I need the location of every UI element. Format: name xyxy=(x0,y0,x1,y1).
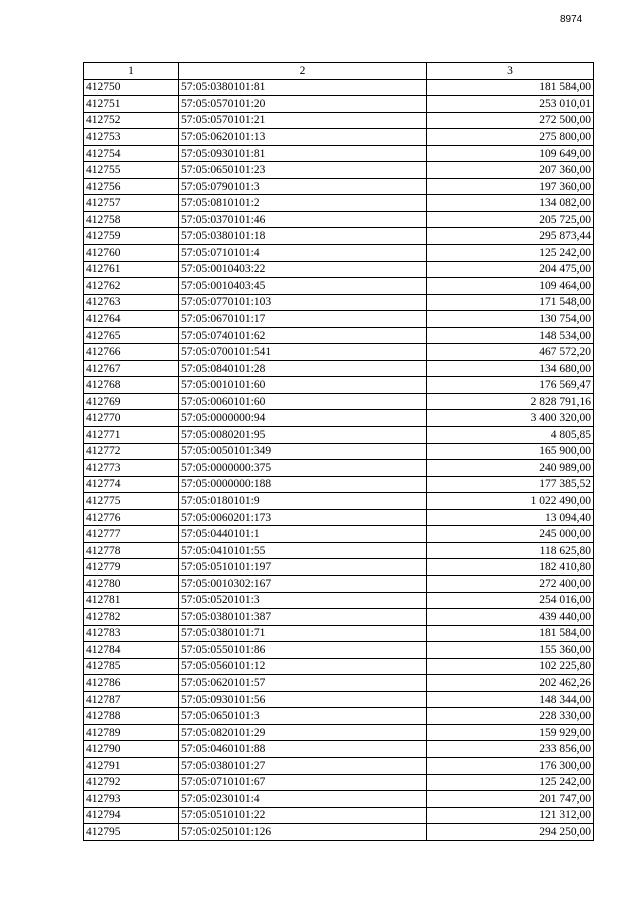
row-number: 412753 xyxy=(84,129,179,146)
cadastral-value: 275 800,00 xyxy=(427,129,594,146)
row-number: 412761 xyxy=(84,261,179,278)
table-row xyxy=(84,509,594,526)
table-row xyxy=(84,79,594,96)
table-row xyxy=(84,443,594,460)
cadastral-value: 254 016,00 xyxy=(427,592,594,609)
cadastral-value: 109 649,00 xyxy=(427,145,594,162)
cadastral-number: 57:05:0060201:173 xyxy=(179,509,427,526)
table-row xyxy=(84,708,594,725)
cadastral-number: 57:05:0790101:3 xyxy=(179,178,427,195)
table-body xyxy=(84,79,594,840)
table-row xyxy=(84,377,594,394)
table-row xyxy=(84,642,594,659)
table-row xyxy=(84,625,594,642)
cadastral-number: 57:05:0650101:3 xyxy=(179,708,427,725)
table-row xyxy=(84,476,594,493)
cadastral-number: 57:05:0820101:29 xyxy=(179,724,427,741)
cadastral-number: 57:05:0700101:541 xyxy=(179,344,427,361)
row-number: 412769 xyxy=(84,393,179,410)
cadastral-value: 176 569,47 xyxy=(427,377,594,394)
row-number: 412772 xyxy=(84,443,179,460)
cadastral-number: 57:05:0560101:12 xyxy=(179,658,427,675)
cadastral-value: 148 344,00 xyxy=(427,691,594,708)
table-row xyxy=(84,542,594,559)
row-number: 412789 xyxy=(84,724,179,741)
cadastral-number: 57:05:0840101:28 xyxy=(179,360,427,377)
table-row xyxy=(84,327,594,344)
table-row xyxy=(84,145,594,162)
table-row xyxy=(84,493,594,510)
table-row xyxy=(84,178,594,195)
cadastral-value: 253 010,01 xyxy=(427,96,594,113)
row-number: 412778 xyxy=(84,542,179,559)
row-number: 412752 xyxy=(84,112,179,129)
column-header-3: 3 xyxy=(427,63,594,80)
cadastral-value: 272 400,00 xyxy=(427,575,594,592)
table-row xyxy=(84,791,594,808)
row-number: 412762 xyxy=(84,278,179,295)
table-row xyxy=(84,261,594,278)
table-header-row xyxy=(84,63,594,80)
cadastral-number: 57:05:0380101:18 xyxy=(179,228,427,245)
table-row xyxy=(84,757,594,774)
cadastral-number: 57:05:0010302:167 xyxy=(179,575,427,592)
cadastral-value: 125 242,00 xyxy=(427,774,594,791)
cadastral-value: 467 572,20 xyxy=(427,344,594,361)
cadastral-value: 201 747,00 xyxy=(427,791,594,808)
table-row xyxy=(84,344,594,361)
row-number: 412768 xyxy=(84,377,179,394)
cadastral-number: 57:05:0460101:88 xyxy=(179,741,427,758)
cadastral-value: 13 094,40 xyxy=(427,509,594,526)
cadastral-number: 57:05:0930101:56 xyxy=(179,691,427,708)
row-number: 412790 xyxy=(84,741,179,758)
cadastral-number: 57:05:0010101:60 xyxy=(179,377,427,394)
row-number: 412760 xyxy=(84,245,179,262)
cadastral-value: 159 929,00 xyxy=(427,724,594,741)
cadastral-value: 102 225,80 xyxy=(427,658,594,675)
row-number: 412758 xyxy=(84,211,179,228)
cadastral-value: 148 534,00 xyxy=(427,327,594,344)
table-row xyxy=(84,575,594,592)
cadastral-number: 57:05:0570101:21 xyxy=(179,112,427,129)
cadastral-value: 202 462,26 xyxy=(427,675,594,692)
cadastral-value: 272 500,00 xyxy=(427,112,594,129)
cadastral-number: 57:05:0620101:57 xyxy=(179,675,427,692)
row-number: 412782 xyxy=(84,609,179,626)
cadastral-value: 165 900,00 xyxy=(427,443,594,460)
cadastral-number: 57:05:0510101:197 xyxy=(179,559,427,576)
table-row xyxy=(84,278,594,295)
cadastral-value: 121 312,00 xyxy=(427,807,594,824)
row-number: 412774 xyxy=(84,476,179,493)
cadastral-value: 4 805,85 xyxy=(427,427,594,444)
row-number: 412775 xyxy=(84,493,179,510)
cadastral-number: 57:05:0930101:81 xyxy=(179,145,427,162)
cadastral-number: 57:05:0520101:3 xyxy=(179,592,427,609)
cadastral-number: 57:05:0710101:67 xyxy=(179,774,427,791)
cadastral-number: 57:05:0740101:62 xyxy=(179,327,427,344)
row-number: 412770 xyxy=(84,410,179,427)
cadastral-value: 130 754,00 xyxy=(427,311,594,328)
table-row xyxy=(84,311,594,328)
row-number: 412792 xyxy=(84,774,179,791)
row-number: 412767 xyxy=(84,360,179,377)
cadastral-value: 181 584,00 xyxy=(427,625,594,642)
cadastral-number: 57:05:0620101:13 xyxy=(179,129,427,146)
cadastral-value: 3 400 320,00 xyxy=(427,410,594,427)
row-number: 412776 xyxy=(84,509,179,526)
row-number: 412781 xyxy=(84,592,179,609)
cadastral-value: 295 873,44 xyxy=(427,228,594,245)
row-number: 412788 xyxy=(84,708,179,725)
row-number: 412754 xyxy=(84,145,179,162)
row-number: 412764 xyxy=(84,311,179,328)
cadastral-value: 1 022 490,00 xyxy=(427,493,594,510)
row-number: 412771 xyxy=(84,427,179,444)
row-number: 412757 xyxy=(84,195,179,212)
cadastral-number: 57:05:0710101:4 xyxy=(179,245,427,262)
cadastral-number: 57:05:0650101:23 xyxy=(179,162,427,179)
table-row xyxy=(84,460,594,477)
cadastral-number: 57:05:0770101:103 xyxy=(179,294,427,311)
cadastral-number: 57:05:0010403:22 xyxy=(179,261,427,278)
row-number: 412784 xyxy=(84,642,179,659)
cadastral-value: 134 082,00 xyxy=(427,195,594,212)
row-number: 412750 xyxy=(84,79,179,96)
row-number: 412795 xyxy=(84,824,179,841)
table-row xyxy=(84,294,594,311)
row-number: 412751 xyxy=(84,96,179,113)
table-row xyxy=(84,658,594,675)
cadastral-number: 57:05:0050101:349 xyxy=(179,443,427,460)
cadastral-number: 57:05:0510101:22 xyxy=(179,807,427,824)
table-row xyxy=(84,129,594,146)
row-number: 412756 xyxy=(84,178,179,195)
column-header-1: 1 xyxy=(84,63,179,80)
row-number: 412787 xyxy=(84,691,179,708)
cadastral-value: 245 000,00 xyxy=(427,526,594,543)
cadastral-number: 57:05:0060101:60 xyxy=(179,393,427,410)
cadastral-value: 294 250,00 xyxy=(427,824,594,841)
row-number: 412780 xyxy=(84,575,179,592)
table-row xyxy=(84,96,594,113)
table-row xyxy=(84,427,594,444)
table-row xyxy=(84,245,594,262)
row-number: 412791 xyxy=(84,757,179,774)
row-number: 412763 xyxy=(84,294,179,311)
cadastral-value: 205 725,00 xyxy=(427,211,594,228)
row-number: 412779 xyxy=(84,559,179,576)
cadastral-value: 240 989,00 xyxy=(427,460,594,477)
cadastral-value: 181 584,00 xyxy=(427,79,594,96)
cadastral-number: 57:05:0000000:94 xyxy=(179,410,427,427)
cadastral-value: 118 625,80 xyxy=(427,542,594,559)
table-row xyxy=(84,774,594,791)
table-row xyxy=(84,559,594,576)
row-number: 412785 xyxy=(84,658,179,675)
table-row xyxy=(84,741,594,758)
cadastral-number: 57:05:0080201:95 xyxy=(179,427,427,444)
cadastral-value: 182 410,80 xyxy=(427,559,594,576)
cadastral-value: 171 548,00 xyxy=(427,294,594,311)
table-row xyxy=(84,410,594,427)
page-number: 8974 xyxy=(560,14,583,25)
cadastral-value: 439 440,00 xyxy=(427,609,594,626)
cadastral-value-table xyxy=(83,62,594,841)
cadastral-number: 57:05:0410101:55 xyxy=(179,542,427,559)
table-row xyxy=(84,592,594,609)
cadastral-number: 57:05:0010403:45 xyxy=(179,278,427,295)
cadastral-number: 57:05:0550101:86 xyxy=(179,642,427,659)
row-number: 412777 xyxy=(84,526,179,543)
cadastral-value: 125 242,00 xyxy=(427,245,594,262)
table-row xyxy=(84,195,594,212)
cadastral-value: 176 300,00 xyxy=(427,757,594,774)
table-row xyxy=(84,675,594,692)
row-number: 412759 xyxy=(84,228,179,245)
table-row xyxy=(84,807,594,824)
table-row xyxy=(84,526,594,543)
cadastral-number: 57:05:0380101:71 xyxy=(179,625,427,642)
table-row xyxy=(84,724,594,741)
table-row xyxy=(84,824,594,841)
table-row xyxy=(84,393,594,410)
table-row xyxy=(84,609,594,626)
cadastral-value: 233 856,00 xyxy=(427,741,594,758)
row-number: 412794 xyxy=(84,807,179,824)
cadastral-value: 134 680,00 xyxy=(427,360,594,377)
cadastral-number: 57:05:0570101:20 xyxy=(179,96,427,113)
table-row xyxy=(84,360,594,377)
table-row xyxy=(84,211,594,228)
cadastral-number: 57:05:0180101:9 xyxy=(179,493,427,510)
cadastral-number: 57:05:0000000:188 xyxy=(179,476,427,493)
cadastral-value: 197 360,00 xyxy=(427,178,594,195)
cadastral-number: 57:05:0670101:17 xyxy=(179,311,427,328)
table-row xyxy=(84,162,594,179)
cadastral-number: 57:05:0370101:46 xyxy=(179,211,427,228)
row-number: 412766 xyxy=(84,344,179,361)
cadastral-number: 57:05:0380101:387 xyxy=(179,609,427,626)
row-number: 412793 xyxy=(84,791,179,808)
cadastral-number: 57:05:0380101:27 xyxy=(179,757,427,774)
row-number: 412786 xyxy=(84,675,179,692)
cadastral-value: 207 360,00 xyxy=(427,162,594,179)
cadastral-number: 57:05:0000000:375 xyxy=(179,460,427,477)
cadastral-number: 57:05:0250101:126 xyxy=(179,824,427,841)
table-row xyxy=(84,112,594,129)
table-row xyxy=(84,228,594,245)
cadastral-value: 155 360,00 xyxy=(427,642,594,659)
row-number: 412765 xyxy=(84,327,179,344)
row-number: 412783 xyxy=(84,625,179,642)
cadastral-number: 57:05:0810101:2 xyxy=(179,195,427,212)
cadastral-value: 2 828 791,16 xyxy=(427,393,594,410)
row-number: 412755 xyxy=(84,162,179,179)
row-number: 412773 xyxy=(84,460,179,477)
cadastral-value: 228 330,00 xyxy=(427,708,594,725)
cadastral-number: 57:05:0230101:4 xyxy=(179,791,427,808)
cadastral-value: 204 475,00 xyxy=(427,261,594,278)
cadastral-number: 57:05:0380101:81 xyxy=(179,79,427,96)
column-header-2: 2 xyxy=(179,63,427,80)
cadastral-value: 177 385,52 xyxy=(427,476,594,493)
cadastral-value: 109 464,00 xyxy=(427,278,594,295)
cadastral-number: 57:05:0440101:1 xyxy=(179,526,427,543)
table-row xyxy=(84,691,594,708)
